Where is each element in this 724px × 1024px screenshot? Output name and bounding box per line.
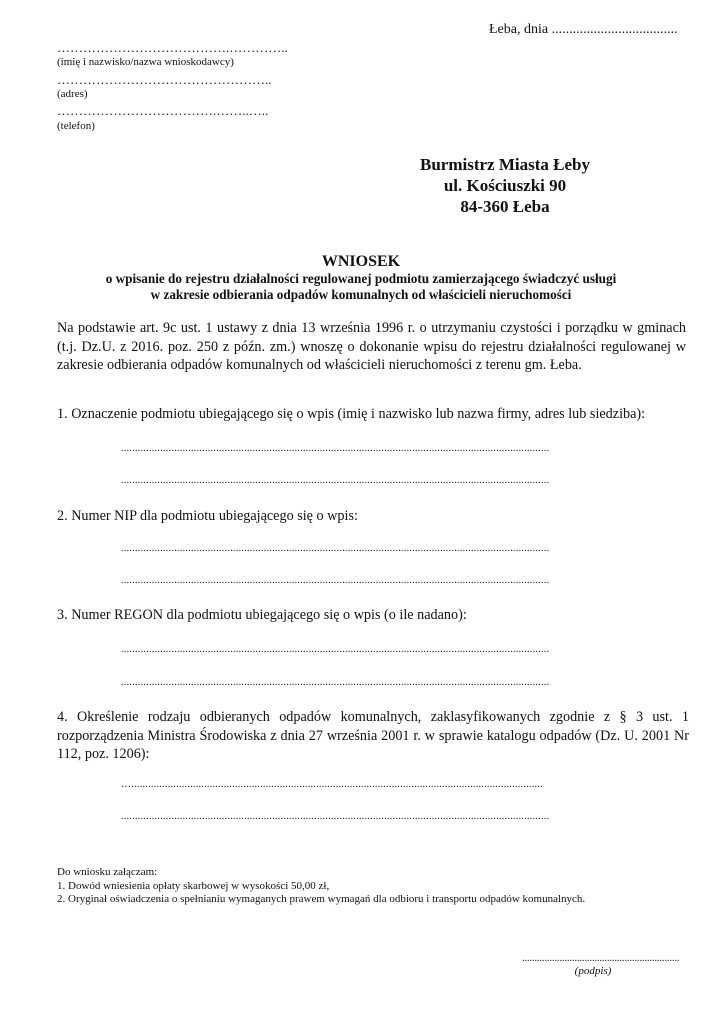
answer-1-line-2[interactable]: ......................................................................................................................................................... xyxy=(121,475,550,486)
attachment-item: 1. Dowód wniesienia opłaty skarbowej w wysokości 50,00 zł, xyxy=(57,879,330,892)
question-4: 4. Określenie rodzaju odbieranych odpadów komunalnych, zaklasyfikowanych zgodnie z § 3 ust. 1 rozporządzenia Ministra Środowiska z dnia 27 września 2001 r. w sprawie katalogu odpadów (Dz. U. 2001 Nr 112, poz. 1206): xyxy=(57,709,689,762)
attachment-item: 2. Oryginał oświadczenia o spełnianiu wymaganych prawem wymagań dla odbioru i transportu odpadów komunalnych. xyxy=(57,893,586,905)
title-main: WNIOSEK xyxy=(321,253,401,270)
addressee-line1: Burmistrz Miasta Łeby xyxy=(420,155,590,174)
applicant-address-dots: ………………………………………….. xyxy=(57,72,272,87)
question-3: 3. Numer REGON dla podmiotu ubiegającego się o wpis (o ile nadano): xyxy=(57,607,467,623)
answer-4-line-2[interactable]: ......................................................................................................................................................... xyxy=(121,811,550,822)
addressee-line2: ul. Kościuszki 90 xyxy=(443,176,567,195)
answer-2-line-1[interactable]: ......................................................................................................................................................... xyxy=(121,543,550,554)
attachments-heading: Do wniosku załączam: xyxy=(57,866,158,878)
intro-paragraph: Na podstawie art. 9c ust. 1 ustawy z dnia 13 września 1996 r. o utrzymaniu czystości i porządku w gminach (t.j. Dz.U. z 2016. poz. 250 z późn. zm.) wnoszę o dokonanie wpisu do rejestru działalności regulowanej w zakresie odbierania odpadów komunalnych od właścicieli nieruchomości z terenu gm. Łeba. xyxy=(57,320,686,373)
answer-2-line-2[interactable]: ......................................................................................................................................................... xyxy=(121,575,550,586)
answer-3-line-2[interactable]: ......................................................................................................................................................... xyxy=(121,677,550,688)
addressee-line3: 84-360 Łeba xyxy=(460,197,550,216)
title-sub-line1: o wpisanie do rejestru działalności regulowanej podmiotu zamierzającego świadczyć usługi xyxy=(105,271,617,286)
document-title xyxy=(40,253,682,303)
answer-4-line-1[interactable]: …................................................................................................................................................... xyxy=(121,779,543,790)
signature-label: (podpis) xyxy=(574,965,612,977)
place-date: Łeba, dnia .................................... xyxy=(489,22,678,37)
applicant-phone-label: (telefon) xyxy=(57,120,95,132)
question-1: 1. Oznaczenie podmiotu ubiegającego się o wpis (imię i nazwisko lub nazwa firmy, adres lub siedziba): xyxy=(57,406,646,422)
applicant-name-dots: ………………………………….………….. xyxy=(57,40,288,55)
applicant-phone-dots: ……………………………….……..….. xyxy=(57,103,269,118)
title-sub-line2: w zakresie odbierania odpadów komunalnych od właścicieli nieruchomości xyxy=(150,287,572,302)
signature-line[interactable]: ............................................................... xyxy=(522,953,680,964)
applicant-name-label: (imię i nazwisko/nazwa wnioskodawcy) xyxy=(57,56,234,68)
question-2: 2. Numer NIP dla podmiotu ubiegającego się o wpis: xyxy=(57,508,358,524)
attachments xyxy=(57,866,585,907)
answer-1-line-1[interactable]: ......................................................................................................................................................... xyxy=(121,443,550,454)
addressee xyxy=(380,154,630,217)
applicant-address-label: (adres) xyxy=(57,88,88,100)
answer-3-line-1[interactable]: ......................................................................................................................................................... xyxy=(121,644,550,655)
